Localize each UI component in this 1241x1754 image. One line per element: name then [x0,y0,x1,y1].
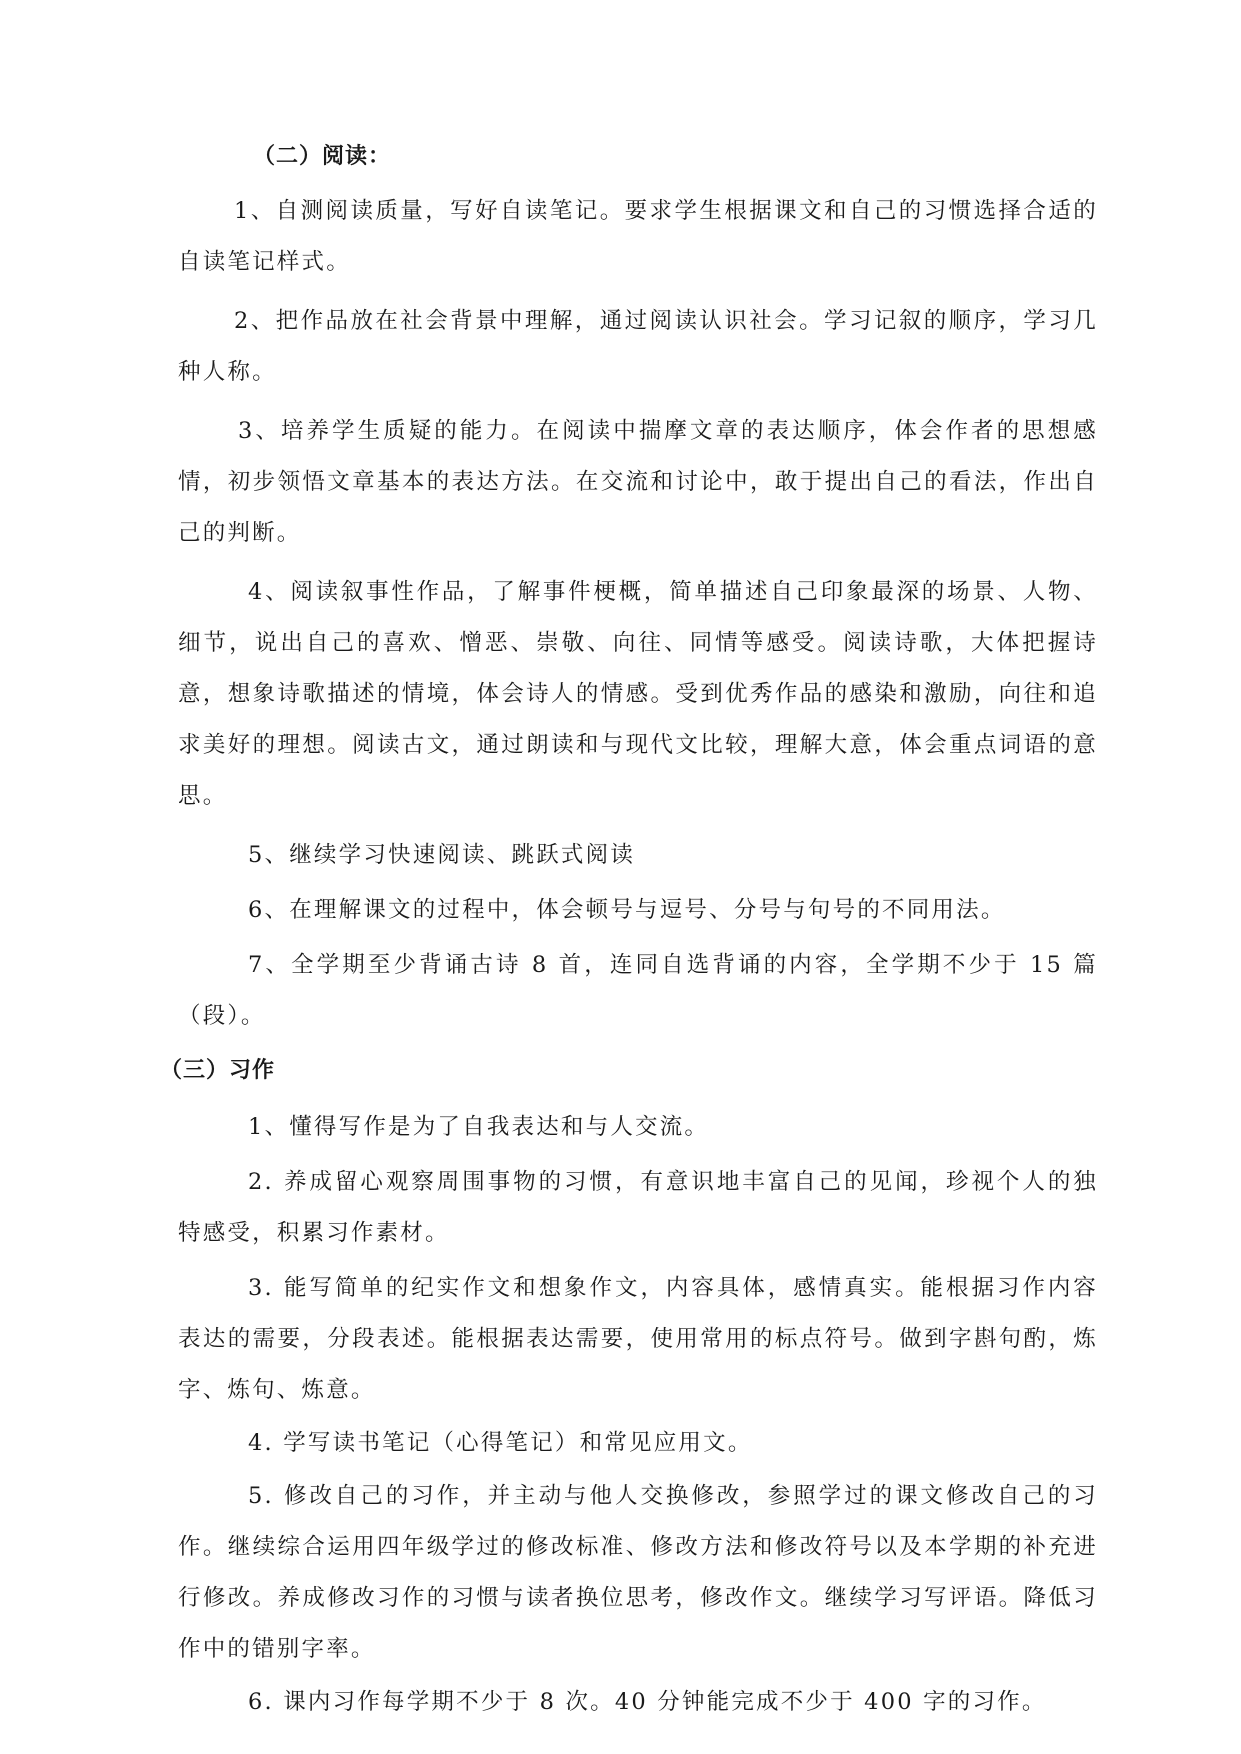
reading-item-3: 3、培养学生质疑的能力。在阅读中揣摩文章的表达顺序，体会作者的思想感情，初步领悟文章基本的表达方法。在交流和讨论中，敢于提出自己的看法，作出自己的判断。 [178,418,1098,546]
reading-item-5: 5、继续学习快速阅读、跳跃式阅读 [248,842,636,868]
writing-item-6: 6. 课内习作每学期不少于 8 次。40 分钟能完成不少于 400 字的习作。 [248,1689,1047,1715]
writing-item-3: 3. 能写简单的纪实作文和想象作文，内容具体，感情真实。能根据习作内容表达的需要，分段表述。能根据表达需要，使用常用的标点符号。做到字斟句酌，炼字、炼句、炼意。 [178,1275,1098,1403]
writing-item-1: 1、懂得写作是为了自我表达和与人交流。 [248,1114,710,1140]
document-page [160,140,1098,1728]
reading-item-1: 1、自测阅读质量，写好自读笔记。要求学生根据课文和自己的习惯选择合适的自读笔记样式。 [178,198,1098,275]
writing-item-2: 2. 养成留心观察周围事物的习惯，有意识地丰富自己的见闻，珍视个人的独特感受，积累习作素材。 [178,1169,1098,1246]
reading-item-7: 7、全学期至少背诵古诗 8 首，连同自选背诵的内容，全学期不少于 15 篇（段）。 [178,952,1098,1029]
writing-item-4: 4. 学写读书笔记（心得笔记）和常见应用文。 [248,1430,753,1456]
reading-item-2: 2、把作品放在社会背景中理解，通过阅读认识社会。学习记叙的顺序，学习几种人称。 [178,308,1098,385]
section-heading-writing: （三）习作 [160,1058,276,1083]
section-heading-reading: （二）阅读： [253,144,392,169]
writing-item-5: 5. 修改自己的习作，并主动与他人交换修改，参照学过的课文修改自己的习作。继续综合运用四年级学过的修改标准、修改方法和修改符号以及本学期的补充进行修改。养成修改习作的习惯与读者换位思考，修改作文。继续学习写评语。降低习作中的错别字率。 [178,1483,1098,1662]
reading-item-6: 6、在理解课文的过程中，体会顿号与逗号、分号与句号的不同用法。 [248,897,1006,923]
reading-item-4: 4、阅读叙事性作品，了解事件梗概，简单描述自己印象最深的场景、人物、细节，说出自己的喜欢、憎恶、崇敬、向往、同情等感受。阅读诗歌，大体把握诗意，想象诗歌描述的情境，体会诗人的情感。受到优秀作品的感染和激励，向往和追求美好的理想。阅读古文，通过朗读和与现代文比较，理解大意，体会重点词语的意思。 [178,579,1098,809]
